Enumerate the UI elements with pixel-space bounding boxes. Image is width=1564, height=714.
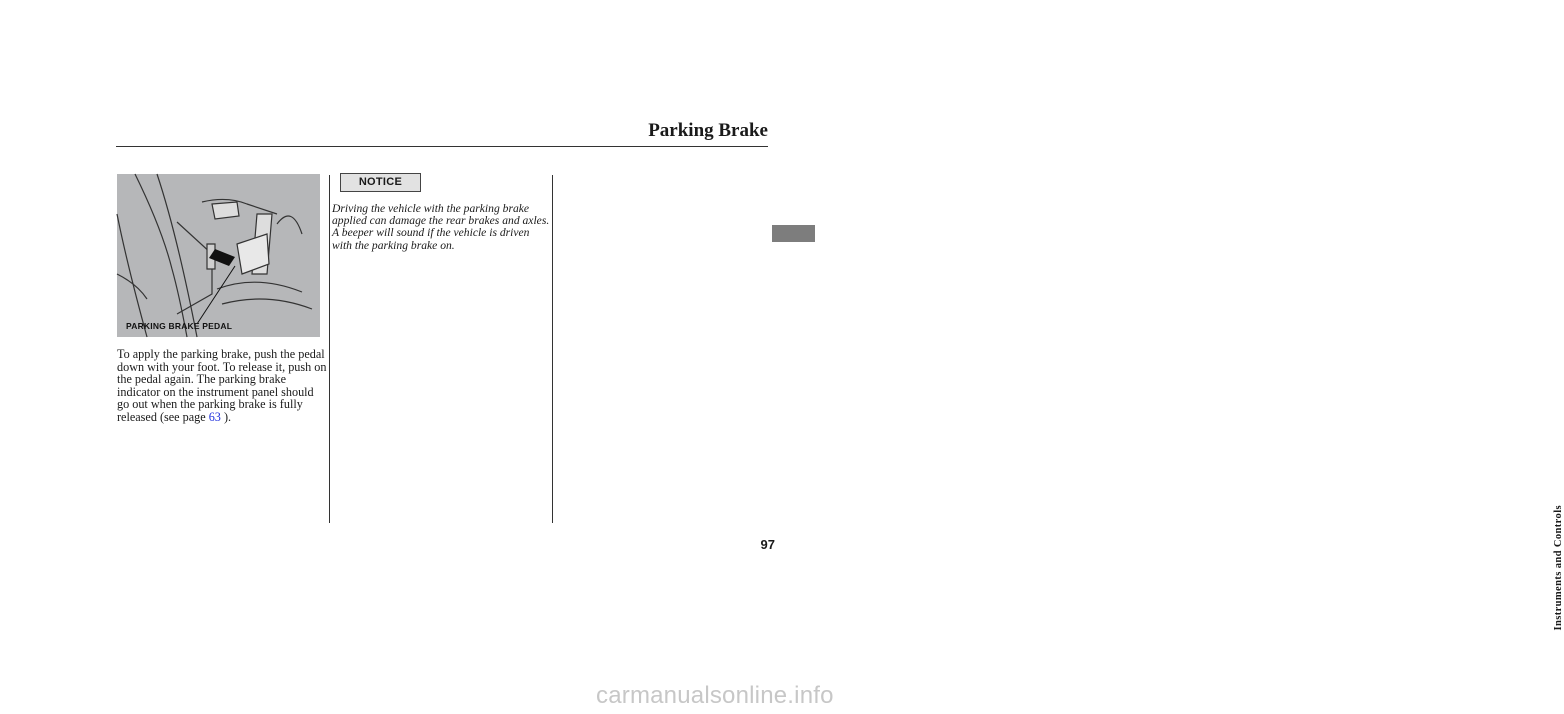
column-divider-left xyxy=(329,175,330,523)
body-text xyxy=(117,348,327,423)
watermark: carmanualsonline.info xyxy=(596,682,834,709)
pedal-drawing xyxy=(117,174,320,337)
section-tab xyxy=(772,225,815,242)
page-number: 97 xyxy=(760,537,775,552)
column-divider-right xyxy=(552,175,553,523)
see-page-suffix: ). xyxy=(223,409,232,424)
see-page-prefix: (see page xyxy=(159,409,206,424)
page-reference-link[interactable]: 63 xyxy=(208,409,221,424)
notice-badge: NOTICE xyxy=(340,173,421,192)
section-label: Instruments and Controls xyxy=(1553,505,1564,631)
section-label-container xyxy=(773,250,1564,631)
figure-caption: PARKING BRAKE PEDAL xyxy=(126,321,233,331)
parking-brake-illustration xyxy=(117,174,320,337)
notice-text: Driving the vehicle with the parking brake applied can damage the rear brakes and axles. A beeper will sound if the vehicle is driven with the parking brake on. xyxy=(332,202,550,252)
title-divider xyxy=(116,146,768,147)
page-title: Parking Brake xyxy=(648,120,768,141)
instructions-paragraph: To apply the parking brake, push the pedal down with your foot. To release it, push on the pedal again. The parking brake indicator on the instrument panel should go out when the parking brake is fully released xyxy=(117,347,327,424)
